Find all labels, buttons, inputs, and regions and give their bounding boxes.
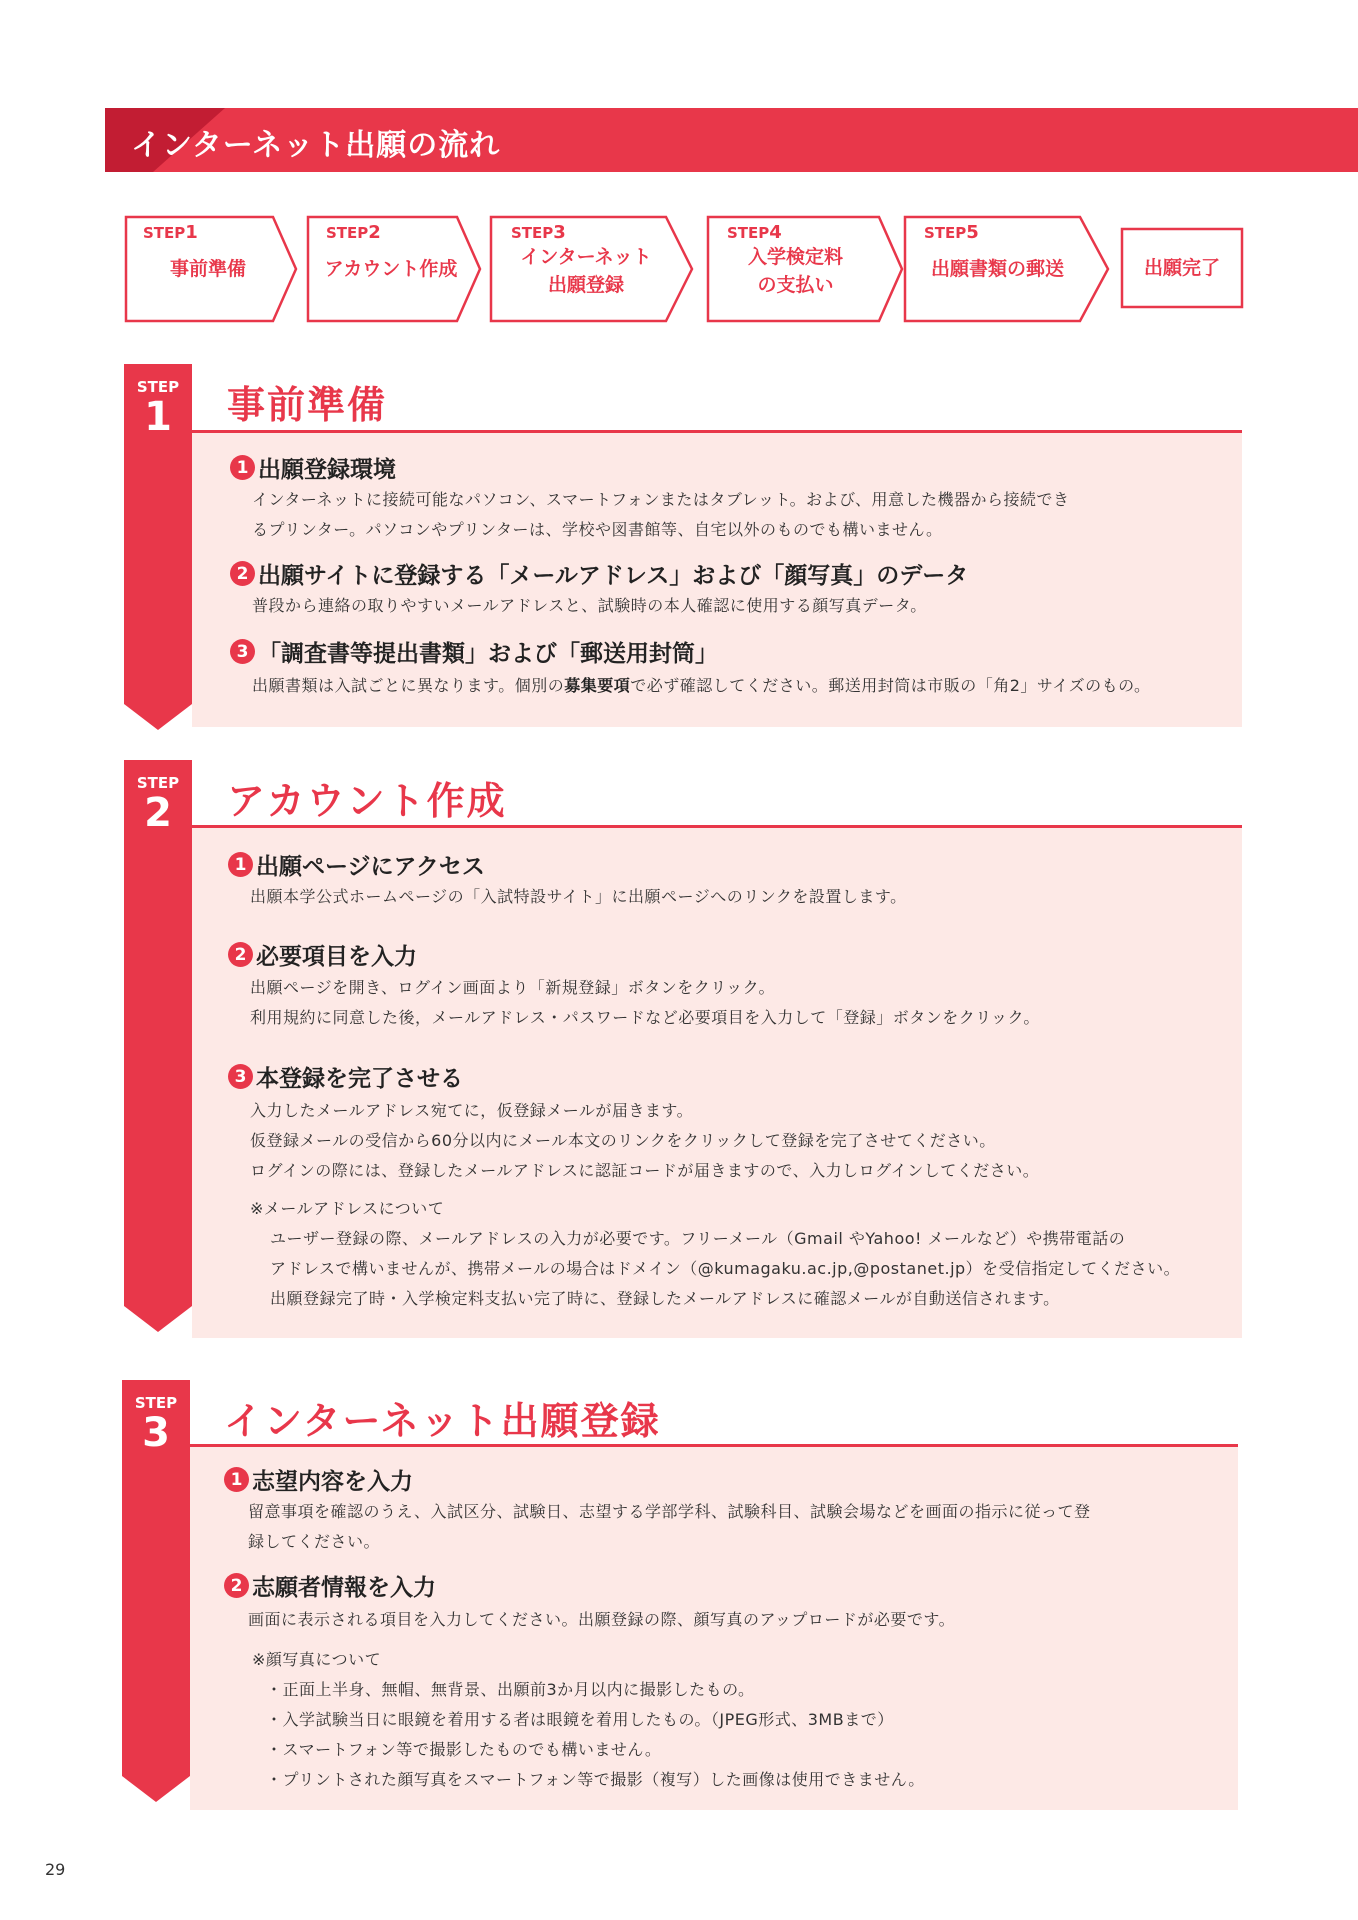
step3-panel — [190, 1447, 1238, 1810]
number-1-icon: 1 — [230, 455, 255, 480]
step1-item1-heading: 1 出願登録環境 — [230, 451, 396, 484]
step3-tab-number: 3 — [142, 1410, 170, 1456]
flow-step2-text: アカウント作成 — [324, 258, 458, 280]
flow-final-text: 出願完了 — [1143, 257, 1220, 279]
number-2-icon: 2 — [230, 561, 255, 586]
step1-title: 事前準備 — [227, 383, 388, 427]
step1-item3-heading: 3 「調査書等提出書類」および「郵送用封筒」 — [230, 635, 718, 668]
step1-item3-body: 出願書類は入試ごとに異なります。個別の募集要項で必ず確認してください。郵送用封筒は市販の「角2」サイズのもの。 — [252, 676, 1151, 695]
flow-step1-text: 事前準備 — [169, 258, 246, 280]
number-3-icon: 3 — [228, 1064, 253, 1089]
number-2-icon: 2 — [224, 1573, 249, 1598]
step2-item2-body: 出願ページを開き、ログイン画面より「新規登録」ボタンをクリック。 利用規約に同意した後，メールアドレス・パスワードなど必要項目を入力して「登録」ボタンをクリック。 — [250, 978, 1040, 1027]
step3-tab-arrow — [122, 1776, 190, 1802]
number-3-icon: 3 — [230, 639, 255, 664]
step3-item2-body: 画面に表示される項目を入力してください。出願登録の際、顔写真のアップロードが必要です。 — [248, 1610, 956, 1629]
step2-item2-heading: 2 必要項目を入力 — [228, 938, 417, 971]
step2-tab-number: 2 — [144, 790, 172, 836]
flow-step3-text: インターネット 出願登録 — [520, 246, 652, 296]
step2-item3-heading: 3 本登録を完了させる — [228, 1060, 463, 1093]
header-bar — [105, 108, 1358, 172]
step2-tab — [124, 760, 192, 1306]
flow-step3-label: STEP3 — [511, 222, 566, 243]
step1-panel — [192, 433, 1242, 727]
step2-item1-body: 出願本学公式ホームページの「入試特設サイト」に出願ページへのリンクを設置します。 — [250, 887, 907, 906]
step3-tab-word: STEP — [134, 1394, 178, 1412]
step-flow — [0, 215, 1358, 325]
number-1-icon: 1 — [228, 852, 253, 877]
step1-tab-arrow — [124, 704, 192, 730]
step1-item2-body: 普段から連絡の取りやすいメールアドレスと、試験時の本人確認に使用する顔写真データ。 — [252, 596, 927, 615]
step3-item1-body: 留意事項を確認のうえ、入試区分、試験日、志望する学部学科、試験科目、試験会場などを画面の指示に従って登 録してください。 — [248, 1502, 1091, 1551]
note-title: ※顔写真について — [252, 1650, 382, 1669]
step1-tab-number: 1 — [144, 394, 172, 440]
page-title: インターネット出願の流れ — [131, 128, 501, 163]
step2-email-note: ※メールアドレスについて ユーザー登録の際、メールアドレスの入力が必要です。フリーメール（Gmail やYahoo! メールなど）や携帯電話の アドレスで構いませんが、携帯メールの場合はドメイン（@kumagaku.ac.jp,@postanet.jp）を受信指定してください。 出願登録完了時・入学検定料支払い完了時に、登録したメールアドレスに確認メールが自動送信されます。 — [250, 1194, 1180, 1314]
flow-step4-label: STEP4 — [727, 222, 782, 243]
number-1-icon: 1 — [224, 1467, 249, 1492]
step2-item1-heading: 1 出願ページにアクセス — [228, 848, 485, 881]
flow-step4-text: 入学検定料 の支払い — [747, 246, 843, 296]
step3-tab — [122, 1380, 190, 1776]
page-number: 29 — [45, 1860, 66, 1879]
note-title: ※メールアドレスについて — [250, 1199, 445, 1218]
flow-step5-label: STEP5 — [924, 222, 979, 243]
flow-step1-label: STEP1 — [143, 222, 198, 243]
step1-item2-heading: 2 出願サイトに登録する「メールアドレス」および「顔写真」のデータ — [230, 557, 968, 590]
step2-item3-body: 入力したメールアドレス宛てに，仮登録メールが届きます。 仮登録メールの受信から60分以内にメール本文のリンクをクリックして登録を完了させてください。 ログインの際には、登録したメールアドレスに認証コードが届きますので、入力しログインしてください。 — [250, 1101, 1040, 1180]
step3-photo-note: ※顔写真について ・正面上半身、無帽、無背景、出願前3か月以内に撮影したもの。 ・入学試験当日に眼鏡を着用する者は眼鏡を着用したもの。（JPEG形式、3MBまで） ・スマートフォン等で撮影したものでも構いません。 ・プリントされた顔写真をスマートフォン等で撮影（複写）した画像は使用できません。 — [252, 1645, 925, 1795]
step3-title: インターネット出願登録 — [224, 1399, 661, 1443]
step2-panel — [192, 828, 1242, 1338]
step3-item2-heading: 2 志願者情報を入力 — [224, 1569, 436, 1602]
step1-tab-word: STEP — [136, 378, 180, 396]
step2-tab-word: STEP — [136, 774, 180, 792]
step2-tab-arrow — [124, 1306, 192, 1332]
step1-item1-body: インターネットに接続可能なパソコン、スマートフォンまたはタブレット。および、用意した機器から接続でき るプリンター。パソコンやプリンターは、学校や図書館等、自宅以外のものでも構いません。 — [252, 490, 1070, 539]
step2-title: アカウント作成 — [227, 779, 507, 823]
step1-tab — [124, 364, 192, 704]
flow-step2-label: STEP2 — [326, 222, 381, 243]
flow-step5-text: 出願書類の郵送 — [930, 258, 1064, 280]
step3-item1-heading: 1 志望内容を入力 — [224, 1463, 413, 1496]
number-2-icon: 2 — [228, 942, 253, 967]
